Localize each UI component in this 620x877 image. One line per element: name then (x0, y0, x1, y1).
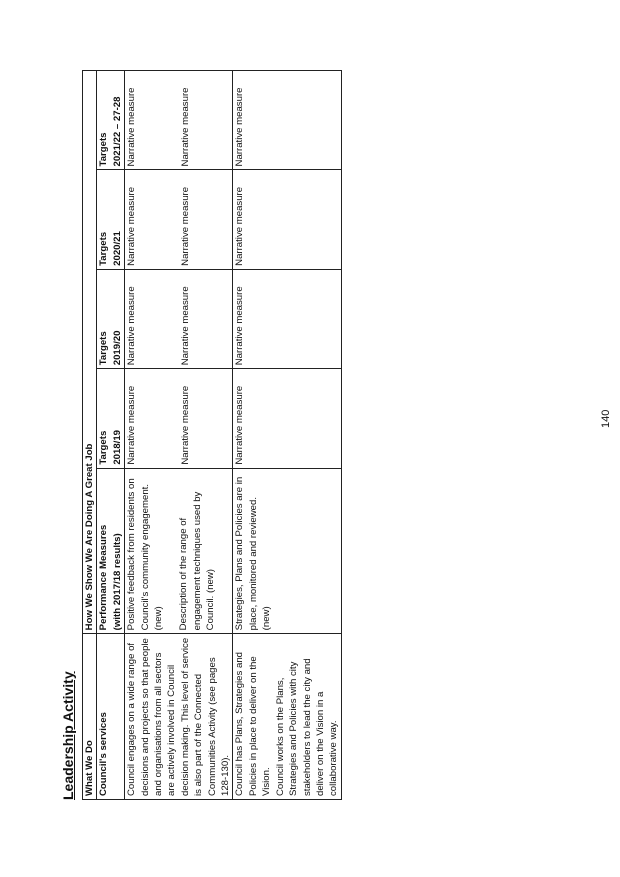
target-cell: Narrative measure (233, 170, 341, 269)
leadership-activity-table (82, 70, 342, 800)
service-description: Council engages on a wide range of decisions and projects so that people and organisations from all sectors are actively involved in Council decision making. This level of service is also part of the Connected Communities Activity (see pages 128-130). (125, 634, 233, 800)
table-header-row (83, 71, 97, 800)
target-cell: Narrative measure Narrative measure (125, 71, 233, 170)
target-cell: Narrative measure Narrative measure (125, 369, 233, 468)
subheader-performance-measures (97, 468, 125, 634)
page-title: Leadership Activity (60, 671, 76, 800)
subheader-targets-2019-20: Targets 2019/20 (97, 269, 125, 368)
target-cell: Narrative measure (233, 369, 341, 468)
performance-measure: Strategies, Plans and Policies are in place, monitored and reviewed. (new) (233, 468, 341, 634)
perf-measures-label: Performance Measures (98, 524, 110, 631)
table-row (125, 71, 233, 800)
performance-measure: Positive feedback from residents on Council's community engagement. (new) (126, 478, 165, 631)
subheader-targets-2018-19: Targets 2018/19 (97, 369, 125, 468)
subheader-targets-2021-22-27-28: Targets 2021/22 – 27-28 (97, 71, 125, 170)
table-subheader-row (97, 71, 125, 800)
target-cell: Narrative measure Narrative measure (125, 269, 233, 368)
service-description: Council has Plans, Strategies and Policies in place to deliver on the Vision. Council works on the Plans, Strategies and Policies with city stakeholders to lead the city and deliver on the Vision in a collaborative way. (233, 634, 341, 800)
subheader-targets-2020-21: Targets 2020/21 (97, 170, 125, 269)
header-how-we-show: How We Show We Are Doing A Great Job (83, 71, 97, 634)
perf-measures-note: (with 2017/18 results) (111, 533, 123, 631)
target-cell: Narrative measure (233, 269, 341, 368)
performance-measure: Description of the range of engagement techniques used by Council. (new) (178, 491, 217, 631)
table-row (233, 71, 341, 800)
rotated-page-content (60, 70, 620, 800)
header-what-we-do: What We Do (83, 634, 97, 800)
page-number: 140 (600, 409, 612, 428)
target-cell: Narrative measure Narrative measure (125, 170, 233, 269)
performance-measure-cell (125, 468, 233, 634)
target-cell: Narrative measure (233, 71, 341, 170)
subheader-services: Council's services (97, 634, 125, 800)
